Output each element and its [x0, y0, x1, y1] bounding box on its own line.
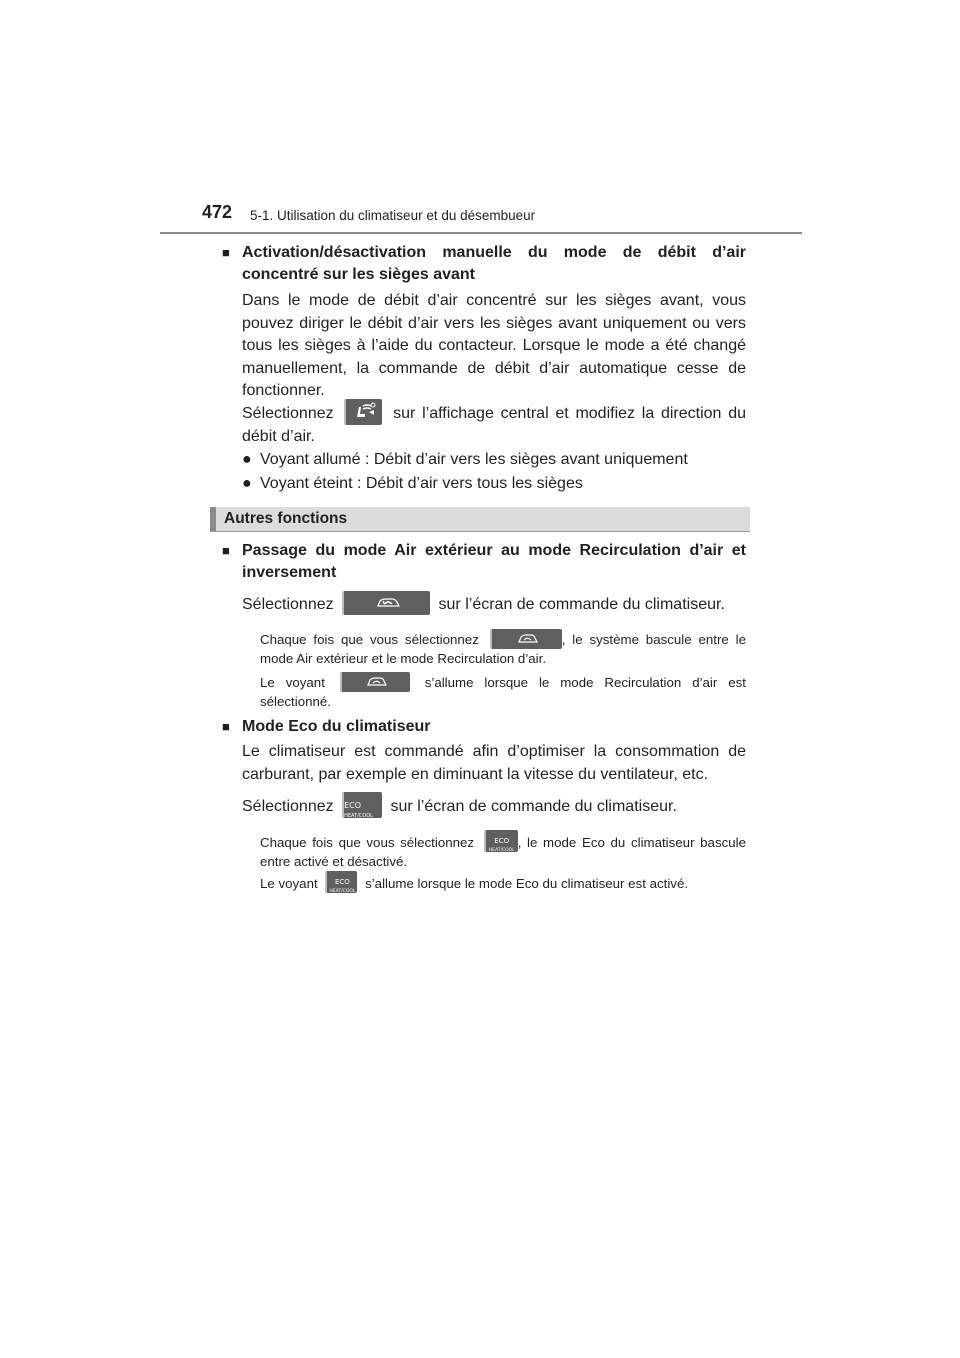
- eco-note-2: Le voyant ECO HEAT/COOL s’allume lorsque le mode Eco du climatiseur est activé.: [260, 874, 746, 893]
- bullet-indicator-on: ● Voyant allumé : Débit d’air vers les sièges avant uniquement: [242, 449, 688, 471]
- heading-recirculation: ■ Passage du mode Air extérieur au mode Recirculation d’air et inversement: [222, 542, 746, 581]
- circle-bullet-icon: ●: [242, 475, 252, 492]
- front-seat-air-paragraph: Dans le mode de débit d’air concentré sur les sièges avant, vous pouvez diriger le débit d’air vers les sièges avant uniquement ou vers tous les sièges à l’aide du contacteur. Lorsque le mode a été changé manuellement, la commande de débit d’air automatique cesse de fonctionner.: [242, 292, 746, 399]
- car-recirculation-icon: [344, 591, 430, 615]
- recirculation-button[interactable]: [490, 629, 562, 649]
- chapter-title: 5-1. Utilisation du climatiseur et du désembueur: [250, 208, 536, 223]
- eco-note-1: Chaque fois que vous sélectionnez ECO HEAT/COOL , le mode Eco du climatiseur bascule entre activé et désactivé.: [260, 833, 746, 871]
- recirculation-note-2: Le voyant s’allume lorsque le mode Recirculation d’air est sélectionné.: [260, 673, 746, 711]
- recirculation-instruction: Sélectionnez sur l’écran de commande du climatiseur.: [242, 594, 746, 617]
- eco-mode-indicator: [325, 871, 357, 893]
- section-title: Autres fonctions: [224, 510, 348, 527]
- eco-paragraph: Le climatiseur est commandé afin d’optimiser la consommation de carburant, par exemple en diminuant la vitesse du ventilateur, etc.: [242, 743, 746, 783]
- car-recirculation-icon: [342, 672, 410, 692]
- section-bar-other-functions: [210, 507, 750, 532]
- eco-mode-button[interactable]: [484, 830, 518, 852]
- page-number: 472: [202, 202, 233, 222]
- eco-button-label: ECO: [334, 878, 350, 887]
- recirculation-button[interactable]: [342, 591, 430, 615]
- car-recirculation-icon: [492, 629, 562, 649]
- eco-button-label: ECO: [494, 837, 510, 846]
- front-seat-airflow-button[interactable]: [344, 399, 382, 425]
- eco-button-sublabel: HEAT/COOL: [344, 813, 373, 819]
- heading-front-seat-air: ■ Activation/désactivation manuelle du mode de débit d’air concentré sur les sièges avant: [222, 244, 746, 283]
- eco-mode-button[interactable]: [342, 792, 382, 818]
- section-accent: [210, 507, 216, 531]
- front-seat-air-instruction: Sélectionnez sur l’affichage central et modifiez la direction du débit d’air.: [242, 403, 746, 448]
- eco-instruction: Sélectionnez ECO HEAT/COOL sur l’écran de commande du climatiseur.: [242, 796, 746, 819]
- seat-airflow-icon: [346, 399, 382, 425]
- recirculation-note-1: Chaque fois que vous sélectionnez , le système bascule entre le mode Air extérieur et le mode Recirculation d’air.: [260, 630, 746, 668]
- eco-button-sublabel: HEAT/COOL: [488, 848, 515, 854]
- square-bullet-icon: ■: [222, 245, 230, 260]
- recirculation-indicator: [340, 672, 410, 692]
- circle-bullet-icon: ●: [242, 451, 252, 468]
- bullet-indicator-off: ● Voyant éteint : Débit d’air vers tous les sièges: [242, 473, 583, 495]
- eco-button-label: ECO: [344, 801, 362, 810]
- header-divider: [160, 232, 802, 234]
- square-bullet-icon: ■: [222, 543, 230, 558]
- eco-button-sublabel: HEAT/COOL: [329, 889, 356, 895]
- square-bullet-icon: ■: [222, 719, 230, 734]
- heading-eco-mode: ■ Mode Eco du climatiseur: [222, 716, 746, 738]
